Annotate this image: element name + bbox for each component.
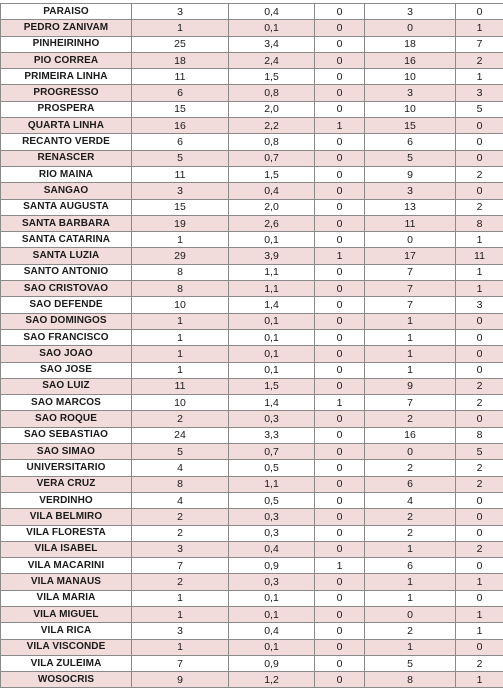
col5-cell: 1 — [365, 313, 456, 329]
col6-cell: 3 — [456, 85, 503, 101]
percent-cell: 0,8 — [229, 134, 315, 150]
table-row — [1, 329, 503, 345]
count-cell: 4 — [132, 460, 229, 476]
bairro-name-cell: VERDINHO — [1, 492, 132, 508]
col5-cell: 17 — [365, 248, 456, 264]
col4-cell: 0 — [315, 264, 365, 280]
table-row — [1, 36, 503, 52]
col5-cell: 9 — [365, 378, 456, 394]
bairro-name-cell: VILA BELMIRO — [1, 509, 132, 525]
table-row — [1, 248, 503, 264]
col5-cell: 16 — [365, 52, 456, 68]
table-row — [1, 4, 503, 20]
bairro-name-cell: SAO DEFENDE — [1, 297, 132, 313]
bairro-name-cell: VILA ISABEL — [1, 541, 132, 557]
col6-cell: 1 — [456, 264, 503, 280]
table-row — [1, 346, 503, 362]
table-row — [1, 509, 503, 525]
col6-cell: 0 — [456, 525, 503, 541]
col6-cell: 0 — [456, 639, 503, 655]
col5-cell: 2 — [365, 411, 456, 427]
col6-cell: 0 — [456, 362, 503, 378]
count-cell: 6 — [132, 134, 229, 150]
percent-cell: 0,4 — [229, 183, 315, 199]
percent-cell: 0,9 — [229, 655, 315, 671]
table-row — [1, 150, 503, 166]
percent-cell: 0,3 — [229, 574, 315, 590]
col6-cell: 1 — [456, 232, 503, 248]
count-cell: 2 — [132, 509, 229, 525]
col4-cell: 0 — [315, 85, 365, 101]
percent-cell: 1,5 — [229, 378, 315, 394]
col6-cell: 1 — [456, 69, 503, 85]
col6-cell: 2 — [456, 378, 503, 394]
col6-cell: 2 — [456, 541, 503, 557]
col4-cell: 0 — [315, 655, 365, 671]
col4-cell: 0 — [315, 36, 365, 52]
percent-cell: 0,4 — [229, 541, 315, 557]
col4-cell: 0 — [315, 378, 365, 394]
percent-cell: 1,4 — [229, 297, 315, 313]
bairro-name-cell: PRIMEIRA LINHA — [1, 69, 132, 85]
percent-cell: 1,1 — [229, 476, 315, 492]
col6-cell: 0 — [456, 411, 503, 427]
count-cell: 9 — [132, 672, 229, 688]
percent-cell: 2,2 — [229, 118, 315, 134]
col4-cell: 0 — [315, 639, 365, 655]
col4-cell: 0 — [315, 460, 365, 476]
col5-cell: 2 — [365, 460, 456, 476]
col6-cell: 7 — [456, 36, 503, 52]
count-cell: 1 — [132, 606, 229, 622]
col6-cell: 1 — [456, 281, 503, 297]
bairro-name-cell: VILA VISCONDE — [1, 639, 132, 655]
percent-cell: 1,2 — [229, 672, 315, 688]
col4-cell: 0 — [315, 281, 365, 297]
bairro-name-cell: VILA RICA — [1, 623, 132, 639]
col4-cell: 0 — [315, 525, 365, 541]
col5-cell: 2 — [365, 623, 456, 639]
col6-cell: 11 — [456, 248, 503, 264]
percent-cell: 0,7 — [229, 150, 315, 166]
col4-cell: 1 — [315, 118, 365, 134]
col4-cell: 0 — [315, 346, 365, 362]
col5-cell: 8 — [365, 672, 456, 688]
table-row — [1, 69, 503, 85]
count-cell: 1 — [132, 362, 229, 378]
table-row — [1, 655, 503, 671]
bairro-name-cell: SANTA BARBARA — [1, 215, 132, 231]
col6-cell: 1 — [456, 623, 503, 639]
col6-cell: 1 — [456, 672, 503, 688]
bairro-name-cell: VILA MARIA — [1, 590, 132, 606]
count-cell: 15 — [132, 101, 229, 117]
col5-cell: 6 — [365, 558, 456, 574]
count-cell: 5 — [132, 150, 229, 166]
col5-cell: 9 — [365, 166, 456, 182]
table-row — [1, 590, 503, 606]
col6-cell: 1 — [456, 574, 503, 590]
table-row — [1, 411, 503, 427]
col4-cell: 0 — [315, 444, 365, 460]
col6-cell: 3 — [456, 297, 503, 313]
count-cell: 3 — [132, 541, 229, 557]
count-cell: 8 — [132, 264, 229, 280]
table-row — [1, 541, 503, 557]
bairro-name-cell: SANTA AUGUSTA — [1, 199, 132, 215]
col4-cell: 0 — [315, 313, 365, 329]
percent-cell: 1,5 — [229, 166, 315, 182]
col4-cell: 0 — [315, 215, 365, 231]
col5-cell: 1 — [365, 574, 456, 590]
col4-cell: 1 — [315, 248, 365, 264]
col4-cell: 0 — [315, 150, 365, 166]
count-cell: 2 — [132, 574, 229, 590]
bairro-name-cell: VILA MACARINI — [1, 558, 132, 574]
table-row — [1, 297, 503, 313]
col6-cell: 0 — [456, 313, 503, 329]
bairro-name-cell: SAO MARCOS — [1, 395, 132, 411]
col6-cell: 0 — [456, 118, 503, 134]
table-row — [1, 558, 503, 574]
bairro-name-cell: UNIVERSITARIO — [1, 460, 132, 476]
col4-cell: 0 — [315, 232, 365, 248]
col6-cell: 0 — [456, 590, 503, 606]
table-row — [1, 444, 503, 460]
percent-cell: 0,8 — [229, 85, 315, 101]
percent-cell: 3,9 — [229, 248, 315, 264]
table-row — [1, 52, 503, 68]
col5-cell: 1 — [365, 590, 456, 606]
col6-cell: 0 — [456, 150, 503, 166]
col4-cell: 0 — [315, 297, 365, 313]
percent-cell: 0,1 — [229, 313, 315, 329]
col5-cell: 15 — [365, 118, 456, 134]
col5-cell: 0 — [365, 20, 456, 36]
col5-cell: 10 — [365, 69, 456, 85]
count-cell: 4 — [132, 492, 229, 508]
col5-cell: 7 — [365, 297, 456, 313]
col6-cell: 2 — [456, 199, 503, 215]
percent-cell: 1,1 — [229, 264, 315, 280]
bairro-name-cell: SANTO ANTONIO — [1, 264, 132, 280]
percent-cell: 0,3 — [229, 525, 315, 541]
count-cell: 1 — [132, 329, 229, 345]
percent-cell: 0,5 — [229, 460, 315, 476]
count-cell: 16 — [132, 118, 229, 134]
col5-cell: 13 — [365, 199, 456, 215]
table-row — [1, 281, 503, 297]
col4-cell: 0 — [315, 427, 365, 443]
count-cell: 8 — [132, 281, 229, 297]
bairro-name-cell: RENASCER — [1, 150, 132, 166]
percent-cell: 2,0 — [229, 101, 315, 117]
col5-cell: 0 — [365, 444, 456, 460]
bairro-name-cell: SAO JOSE — [1, 362, 132, 378]
col4-cell: 0 — [315, 623, 365, 639]
count-cell: 18 — [132, 52, 229, 68]
col4-cell: 0 — [315, 606, 365, 622]
percent-cell: 2,6 — [229, 215, 315, 231]
table-row — [1, 525, 503, 541]
col4-cell: 0 — [315, 574, 365, 590]
col5-cell: 5 — [365, 655, 456, 671]
bairro-name-cell: SAO DOMINGOS — [1, 313, 132, 329]
bairro-name-cell: SAO SIMAO — [1, 444, 132, 460]
percent-cell: 2,4 — [229, 52, 315, 68]
col6-cell: 1 — [456, 606, 503, 622]
table-row — [1, 232, 503, 248]
col4-cell: 1 — [315, 558, 365, 574]
percent-cell: 0,1 — [229, 20, 315, 36]
percent-cell: 3,4 — [229, 36, 315, 52]
col6-cell: 0 — [456, 509, 503, 525]
col5-cell: 6 — [365, 476, 456, 492]
col4-cell: 0 — [315, 541, 365, 557]
col6-cell: 0 — [456, 346, 503, 362]
percent-cell: 3,3 — [229, 427, 315, 443]
table-row — [1, 199, 503, 215]
count-cell: 1 — [132, 313, 229, 329]
col5-cell: 0 — [365, 606, 456, 622]
count-cell: 2 — [132, 411, 229, 427]
col6-cell: 1 — [456, 20, 503, 36]
col5-cell: 6 — [365, 134, 456, 150]
col5-cell: 5 — [365, 150, 456, 166]
col5-cell: 1 — [365, 639, 456, 655]
bairro-name-cell: SANTA CATARINA — [1, 232, 132, 248]
bairro-name-cell: VILA ZULEIMA — [1, 655, 132, 671]
bairro-name-cell: SANTA LUZIA — [1, 248, 132, 264]
count-cell: 2 — [132, 525, 229, 541]
table-row — [1, 395, 503, 411]
bairro-name-cell: SAO ROQUE — [1, 411, 132, 427]
table-row — [1, 166, 503, 182]
count-cell: 24 — [132, 427, 229, 443]
bairro-name-cell: VILA MIGUEL — [1, 606, 132, 622]
col4-cell: 0 — [315, 20, 365, 36]
col6-cell: 0 — [456, 183, 503, 199]
percent-cell: 0,1 — [229, 590, 315, 606]
count-cell: 11 — [132, 166, 229, 182]
col6-cell: 0 — [456, 134, 503, 150]
count-cell: 5 — [132, 444, 229, 460]
table-row — [1, 574, 503, 590]
count-cell: 8 — [132, 476, 229, 492]
table-row — [1, 427, 503, 443]
col4-cell: 0 — [315, 329, 365, 345]
col6-cell: 0 — [456, 558, 503, 574]
bairro-name-cell: SAO FRANCISCO — [1, 329, 132, 345]
count-cell: 1 — [132, 346, 229, 362]
col5-cell: 2 — [365, 525, 456, 541]
count-cell: 1 — [132, 639, 229, 655]
table-row — [1, 134, 503, 150]
percent-cell: 0,9 — [229, 558, 315, 574]
table-row — [1, 118, 503, 134]
table-row — [1, 362, 503, 378]
table-row — [1, 492, 503, 508]
count-cell: 10 — [132, 395, 229, 411]
table-row — [1, 20, 503, 36]
col5-cell: 1 — [365, 541, 456, 557]
table-row — [1, 672, 503, 688]
bairro-name-cell: QUARTA LINHA — [1, 118, 132, 134]
percent-cell: 0,3 — [229, 509, 315, 525]
bairro-name-cell: VERA CRUZ — [1, 476, 132, 492]
col6-cell: 8 — [456, 215, 503, 231]
percent-cell: 0,1 — [229, 329, 315, 345]
col4-cell: 1 — [315, 395, 365, 411]
col5-cell: 3 — [365, 4, 456, 20]
col4-cell: 0 — [315, 411, 365, 427]
col4-cell: 0 — [315, 183, 365, 199]
table-row — [1, 215, 503, 231]
col5-cell: 2 — [365, 509, 456, 525]
col4-cell: 0 — [315, 134, 365, 150]
bairro-name-cell: WOSOCRIS — [1, 672, 132, 688]
col5-cell: 1 — [365, 362, 456, 378]
percent-cell: 0,5 — [229, 492, 315, 508]
count-cell: 1 — [132, 590, 229, 606]
col6-cell: 5 — [456, 101, 503, 117]
col5-cell: 7 — [365, 395, 456, 411]
percent-cell: 0,1 — [229, 362, 315, 378]
count-cell: 29 — [132, 248, 229, 264]
bairro-name-cell: SAO SEBASTIAO — [1, 427, 132, 443]
col4-cell: 0 — [315, 590, 365, 606]
bairro-name-cell: PEDRO ZANIVAM — [1, 20, 132, 36]
table-body — [1, 4, 503, 688]
col6-cell: 2 — [456, 52, 503, 68]
col6-cell: 8 — [456, 427, 503, 443]
col5-cell: 16 — [365, 427, 456, 443]
table-row — [1, 313, 503, 329]
percent-cell: 0,1 — [229, 639, 315, 655]
bairro-name-cell: SANGAO — [1, 183, 132, 199]
count-cell: 11 — [132, 378, 229, 394]
col5-cell: 3 — [365, 85, 456, 101]
count-cell: 11 — [132, 69, 229, 85]
count-cell: 7 — [132, 558, 229, 574]
bairro-name-cell: RECANTO VERDE — [1, 134, 132, 150]
bairro-name-cell: PIO CORREA — [1, 52, 132, 68]
col6-cell: 0 — [456, 329, 503, 345]
bairro-name-cell: SAO CRISTOVAO — [1, 281, 132, 297]
table-row — [1, 101, 503, 117]
col5-cell: 7 — [365, 264, 456, 280]
col6-cell: 2 — [456, 395, 503, 411]
count-cell: 3 — [132, 623, 229, 639]
percent-cell: 0,3 — [229, 411, 315, 427]
bairro-name-cell: VILA MANAUS — [1, 574, 132, 590]
bairro-name-cell: PARAISO — [1, 4, 132, 20]
col4-cell: 0 — [315, 492, 365, 508]
col5-cell: 18 — [365, 36, 456, 52]
percent-cell: 0,1 — [229, 232, 315, 248]
count-cell: 15 — [132, 199, 229, 215]
percent-cell: 1,5 — [229, 69, 315, 85]
bairro-name-cell: PROGRESSO — [1, 85, 132, 101]
count-cell: 10 — [132, 297, 229, 313]
col5-cell: 3 — [365, 183, 456, 199]
count-cell: 1 — [132, 232, 229, 248]
col6-cell: 2 — [456, 460, 503, 476]
bairro-name-cell: VILA FLORESTA — [1, 525, 132, 541]
col4-cell: 0 — [315, 509, 365, 525]
col5-cell: 0 — [365, 232, 456, 248]
data-table — [0, 3, 503, 688]
count-cell: 25 — [132, 36, 229, 52]
table-row — [1, 85, 503, 101]
col4-cell: 0 — [315, 166, 365, 182]
count-cell: 7 — [132, 655, 229, 671]
table-row — [1, 606, 503, 622]
col6-cell: 0 — [456, 4, 503, 20]
col5-cell: 11 — [365, 215, 456, 231]
table-row — [1, 623, 503, 639]
percent-cell: 0,4 — [229, 623, 315, 639]
col5-cell: 7 — [365, 281, 456, 297]
col6-cell: 2 — [456, 655, 503, 671]
count-cell: 3 — [132, 183, 229, 199]
count-cell: 6 — [132, 85, 229, 101]
table-row — [1, 639, 503, 655]
col5-cell: 1 — [365, 329, 456, 345]
col6-cell: 0 — [456, 492, 503, 508]
col4-cell: 0 — [315, 101, 365, 117]
col4-cell: 0 — [315, 672, 365, 688]
table-row — [1, 476, 503, 492]
col4-cell: 0 — [315, 199, 365, 215]
percent-cell: 1,4 — [229, 395, 315, 411]
col4-cell: 0 — [315, 69, 365, 85]
percent-cell: 0,1 — [229, 606, 315, 622]
percent-cell: 2,0 — [229, 199, 315, 215]
percent-cell: 1,1 — [229, 281, 315, 297]
col5-cell: 10 — [365, 101, 456, 117]
col4-cell: 0 — [315, 4, 365, 20]
bairro-name-cell: PINHEIRINHO — [1, 36, 132, 52]
col4-cell: 0 — [315, 476, 365, 492]
count-cell: 19 — [132, 215, 229, 231]
table-row — [1, 460, 503, 476]
bairro-name-cell: PROSPERA — [1, 101, 132, 117]
bairro-name-cell: SAO JOAO — [1, 346, 132, 362]
col5-cell: 4 — [365, 492, 456, 508]
bairro-name-cell: RIO MAINA — [1, 166, 132, 182]
col4-cell: 0 — [315, 52, 365, 68]
table-row — [1, 264, 503, 280]
col5-cell: 1 — [365, 346, 456, 362]
col6-cell: 5 — [456, 444, 503, 460]
col6-cell: 2 — [456, 476, 503, 492]
count-cell: 1 — [132, 20, 229, 36]
table-row — [1, 183, 503, 199]
col6-cell: 2 — [456, 166, 503, 182]
percent-cell: 0,4 — [229, 4, 315, 20]
table-row — [1, 378, 503, 394]
count-cell: 3 — [132, 4, 229, 20]
bairro-name-cell: SAO LUIZ — [1, 378, 132, 394]
percent-cell: 0,7 — [229, 444, 315, 460]
col4-cell: 0 — [315, 362, 365, 378]
percent-cell: 0,1 — [229, 346, 315, 362]
